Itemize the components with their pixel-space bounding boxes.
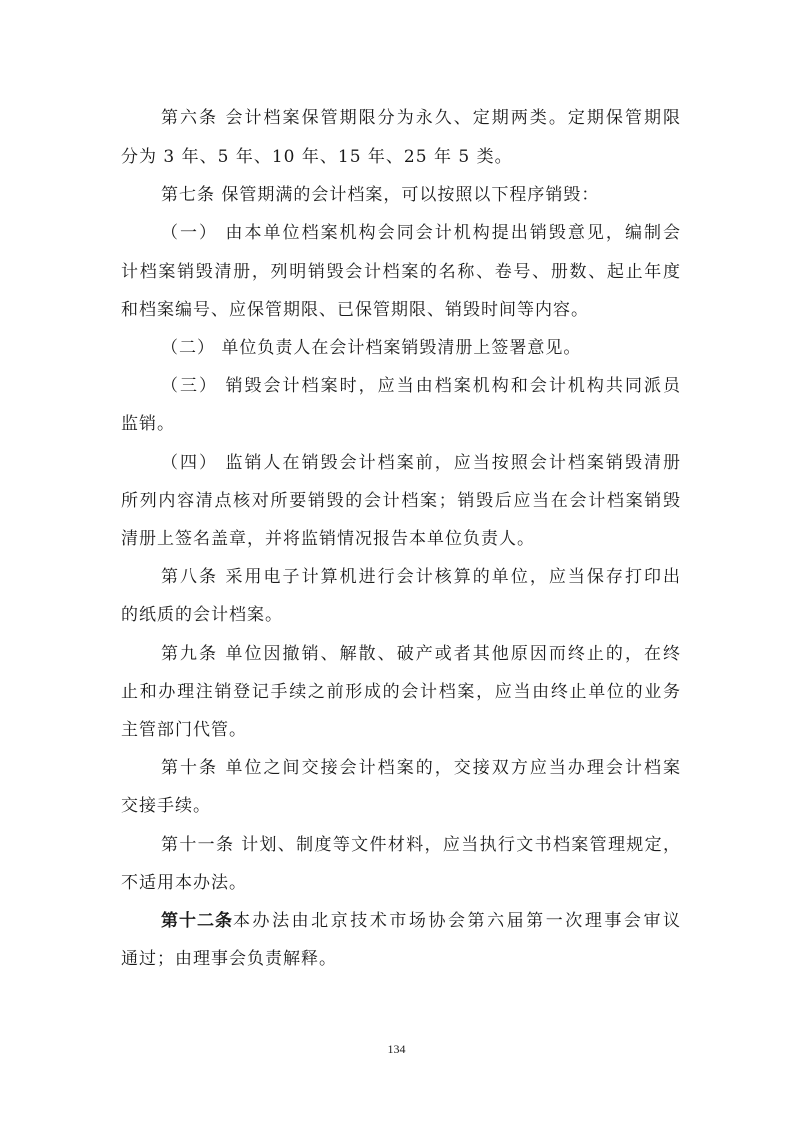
page-number: 134 [387, 1042, 406, 1056]
article-9-line-1: 第九条 单位因撤销、解散、破产或者其他原因而终止的，在终 [161, 644, 681, 664]
article-12-line-2: 通过；由理事会负责解释。 [121, 949, 337, 969]
article-9-line-3: 主管部门代管。 [121, 720, 247, 740]
item-1-line-1: （一） 由本单位档案机构会同会计机构提出销毁意见，编制会 [161, 223, 681, 243]
item-4-line-3: 清册上签名盖章，并将监销情况报告本单位负责人。 [121, 529, 535, 549]
article-8-line-1: 第八条 采用电子计算机进行会计核算的单位，应当保存打印出 [161, 567, 681, 587]
item-1-line-2: 计档案销毁清册，列明销毁会计档案的名称、卷号、册数、起止年度 [121, 262, 681, 282]
article-6-line-1: 第六条 会计档案保管期限分为永久、定期两类。定期保管期限 [161, 108, 681, 128]
article-7-line-1: 第七条 保管期满的会计档案，可以按照以下程序销毁： [161, 185, 600, 205]
article-10-line-2: 交接手续。 [121, 796, 211, 816]
article-6-line-2: 分为 3 年、5 年、10 年、15 年、25 年 5 类。 [121, 147, 513, 167]
item-3-line-2: 监销。 [121, 414, 175, 434]
item-2-line-1: （二） 单位负责人在会计档案销毁清册上签署意见。 [161, 338, 582, 358]
article-11-line-2: 不适用本办法。 [121, 873, 247, 893]
article-11-line-1: 第十一条 计划、制度等文件材料，应当执行文书档案管理规定， [161, 835, 681, 855]
article-9-line-2: 止和办理注销登记手续之前形成的会计档案，应当由终止单位的业务 [121, 682, 681, 702]
article-12-line-1-text: 本办法由北京技术市场协会第六届第一次理事会审议 [233, 911, 681, 931]
article-8-line-2: 的纸质的会计档案。 [121, 605, 283, 625]
article-12-heading: 第十二条 [161, 911, 233, 931]
article-12-line-1 [161, 911, 681, 931]
item-4-line-2: 所列内容清点核对所要销毁的会计档案；销毁后应当在会计档案销毁 [121, 491, 681, 511]
item-3-line-1: （三） 销毁会计档案时，应当由档案机构和会计机构共同派员 [161, 376, 681, 396]
item-1-line-3: 和档案编号、应保管期限、已保管期限、销毁时间等内容。 [121, 300, 589, 320]
item-4-line-1: （四） 监销人在销毁会计档案前，应当按照会计档案销毁清册 [161, 453, 681, 473]
article-10-line-1: 第十条 单位之间交接会计档案的，交接双方应当办理会计档案 [161, 758, 681, 778]
